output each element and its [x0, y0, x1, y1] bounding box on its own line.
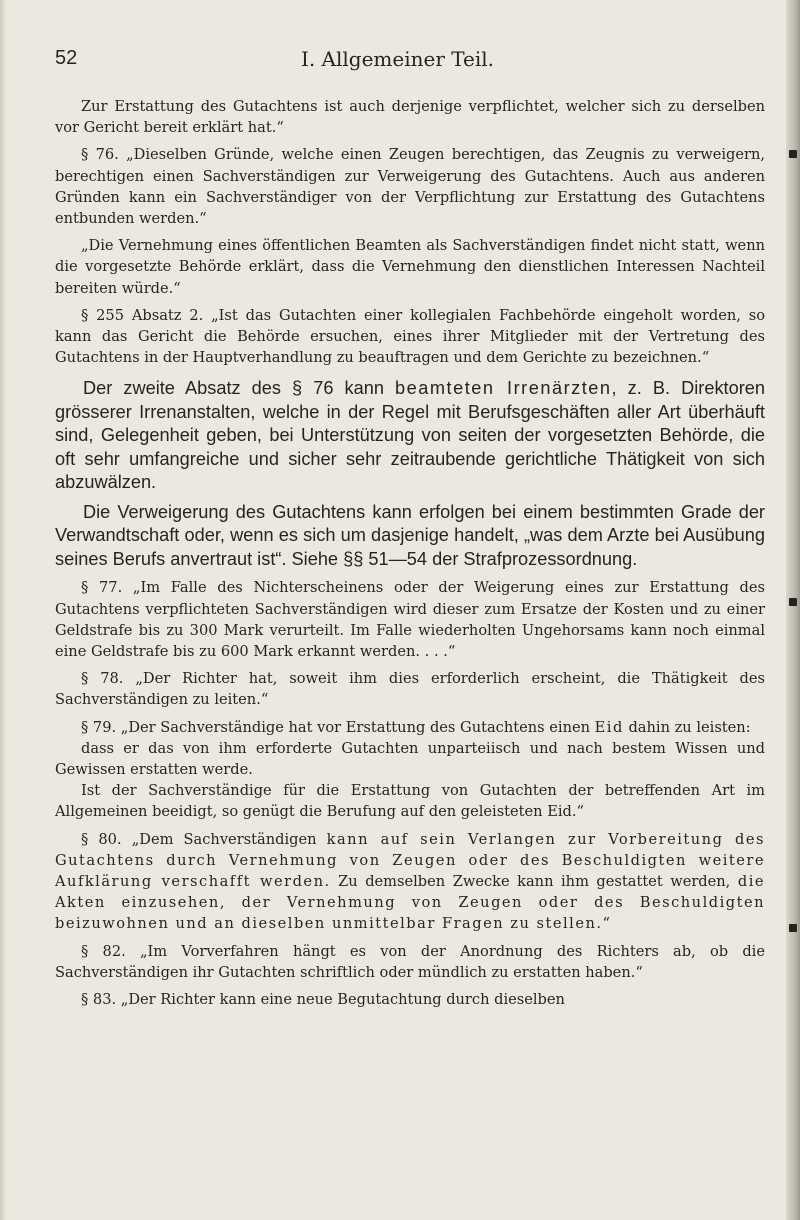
- paragraph: § 77. „Im Falle des Nichterscheinens oder der Weigerung eines zur Erstattung des Gutachtens verpflichteten Sachverständigen wird dieser zum Ersatze der Kosten und zu einer Geldstrafe bis zu 300 Mark verurteilt. Im Falle wiederholten Ungehorsams kann noch einmal eine Geldstrafe bis zu 600 Mark erkannt werden. . . .“: [55, 579, 765, 661]
- commentary-text: , z. B. Direktoren grösserer Irrenanstalten, welche in der Regel mit Berufsgeschäften aller Art überhäuft sind, Gelegenheit geben, bei Unterstützung von seiten der vorgesetzten Behörde, die oft sehr umfangreiche und sicher sehr zeitraubende gerichtliche Thätigkeit von sich abzuwälzen.: [55, 378, 765, 493]
- paragraph-text: “: [602, 915, 610, 933]
- paragraph: § 76. „Dieselben Gründe, welche einen Zeugen berechtigen, das Zeugnis zu verweigern, berechtigen einen Sachverständigen zur Verweigerung des Gutachtens. Auch aus anderen Gründen kann ein Sachverständiger von der Verpflichtung zur Erstattung des Gutachtens entbunden werden.“: [55, 146, 765, 228]
- page-number: 52: [55, 47, 78, 69]
- paragraph: [55, 829, 765, 935]
- paragraph-text: Zu demselben Zwecke kann ihm gestattet werden,: [338, 873, 731, 891]
- body-text: [55, 96, 765, 1010]
- emphasis-text: kann auf sein Verlangen zur Vorbereitung des Gutachtens durch Vernehmung von Zeugen oder des Beschuldigten weitere Aufklärung verschafft werden.: [55, 830, 765, 891]
- emphasis-text: beamteten Irrenärzten: [395, 378, 612, 399]
- paragraph: Ist der Sachverständige für die Erstattung von Gutachten der betreffenden Art im Allgemeinen beeidigt, so genügt die Berufung auf den geleisteten Eid.“: [55, 782, 765, 821]
- emphasis-text: die Akten einzusehen, der Vernehmung von Zeugen oder des Beschuldigten beizuwohnen und an dieselben unmittelbar Fragen zu stellen.: [55, 873, 766, 933]
- paragraph-text: § 79. „Der Sachverständige hat vor Erstattung des Gutachtens einen: [81, 718, 591, 736]
- binding-mark: [789, 924, 797, 932]
- paragraph: § 255 Absatz 2. „Ist das Gutachten einer kollegialen Fachbehörde eingeholt worden, so kann das Gericht die Behörde ersuchen, eines ihrer Mitglieder mit der Vertretung des Gutachtens in der Hauptverhandlung zu beauftragen und dem Gerichte zu bezeichnen.“: [55, 306, 765, 367]
- paragraph: § 78. „Der Richter hat, soweit ihm dies erforderlich erscheint, die Thätigkeit des Sachverständigen zu leiten.“: [55, 670, 765, 709]
- paragraph: § 82. „Im Vorverfahren hängt es von der Anordnung des Richters ab, ob die Sachverständigen ihr Gutachten schriftlich oder mündlich zu erstatten haben.“: [55, 942, 765, 981]
- emphasis-text: Eid: [594, 718, 624, 736]
- commentary-paragraph: Die Verweigerung des Gutachtens kann erfolgen bei einem bestimmten Grade der Verwandtschaft oder, wenn es sich um dasjenige handelt, „was dem Arzte bei Ausübung seines Berufs anvertraut ist“. Siehe §§ 51—54 der Strafprozessordnung.: [55, 501, 765, 569]
- paragraph: [55, 717, 765, 738]
- binding-mark: [789, 598, 797, 606]
- oath-text: dass er das von ihm erforderte Gutachten unparteiisch und nach bestem Wissen und Gewissen erstatten werde.: [55, 739, 765, 779]
- paragraph-text: § 80. „Dem Sachverständigen: [81, 830, 317, 848]
- commentary-paragraph: [55, 377, 765, 495]
- binding-mark: [789, 150, 797, 158]
- paragraph: § 83. „Der Richter kann eine neue Begutachtung durch dieselben: [81, 991, 565, 1009]
- running-title: I. Allgemeiner Teil.: [300, 47, 495, 71]
- page-right-edge: [786, 0, 800, 1220]
- paragraph: „Die Vernehmung eines öffentlichen Beamten als Sachverständigen findet nicht statt, wenn die vorgesetzte Behörde erklärt, dass die Vernehmung den dienstlichen Interessen Nachteil bereiten würde.“: [55, 237, 765, 297]
- page-header: [55, 47, 740, 81]
- page-left-edge: [0, 0, 6, 1220]
- commentary-text: Der zweite Absatz des § 76 kann: [83, 378, 384, 399]
- paragraph: Zur Erstattung des Gutachtens ist auch derjenige verpflichtet, welcher sich zu derselben vor Gericht bereit erklärt hat.“: [55, 98, 765, 137]
- paragraph-text: dahin zu leisten:: [628, 718, 751, 736]
